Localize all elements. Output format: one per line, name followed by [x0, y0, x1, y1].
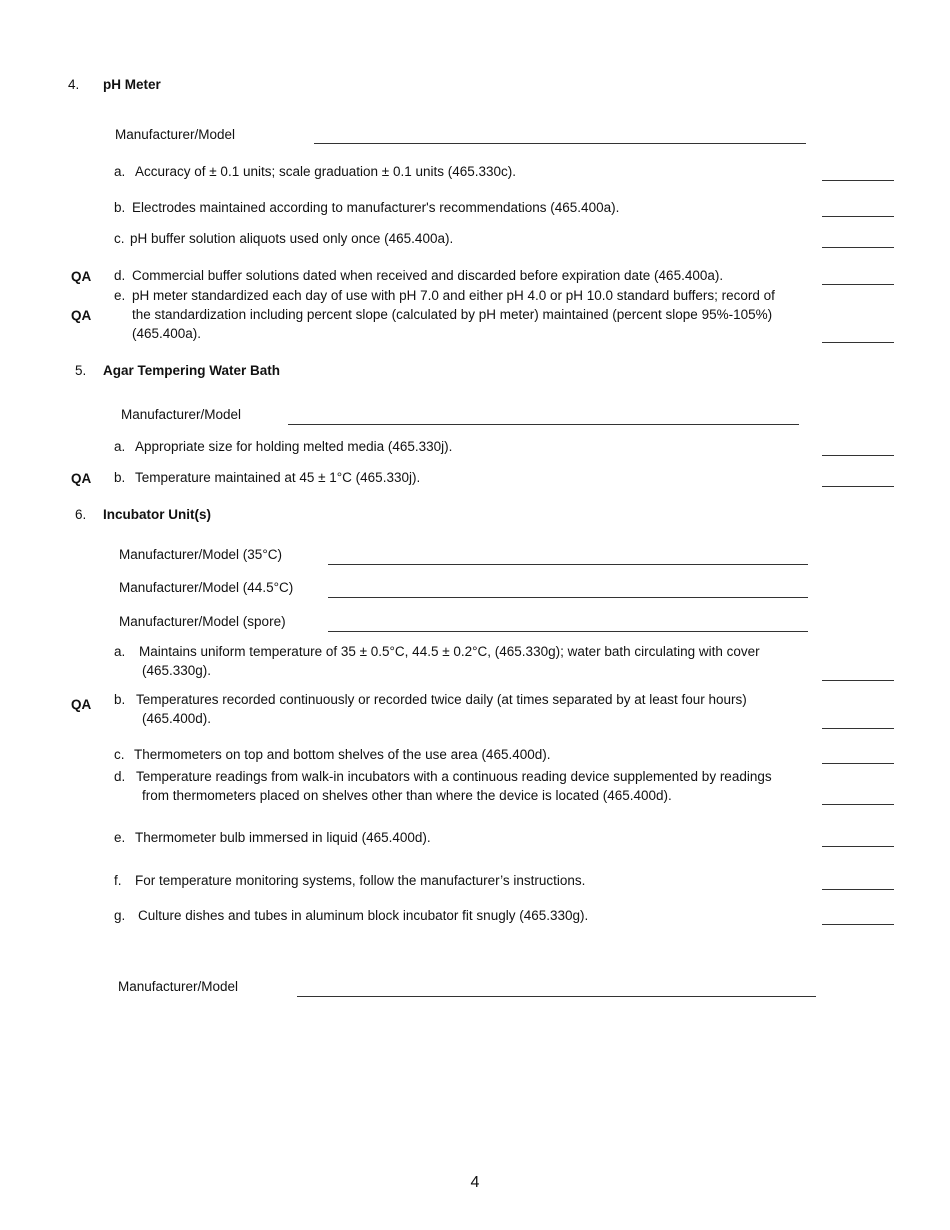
incubator-35c-manufacturer-field[interactable]: [328, 564, 808, 565]
item-6e-response-blank[interactable]: [822, 846, 894, 847]
water-bath-manufacturer-field[interactable]: [288, 424, 799, 425]
item-4b-letter: b.: [114, 200, 126, 215]
item-5b-response-blank[interactable]: [822, 486, 894, 487]
item-4a-text: Accuracy of ± 0.1 units; scale graduation ± 0.1 units (465.330c).: [135, 164, 517, 179]
item-6b-qa-marker: QA: [71, 697, 92, 712]
section-6-title: Incubator Unit(s): [103, 507, 211, 522]
item-4c-response-blank[interactable]: [822, 247, 894, 248]
ph-meter-manufacturer-label: Manufacturer/Model: [115, 127, 236, 142]
item-6b-letter: b.: [114, 692, 126, 707]
item-5b-text: Temperature maintained at 45 ± 1°C (465.330j).: [135, 470, 421, 485]
item-6b-response-blank[interactable]: [822, 728, 894, 729]
item-6c-response-blank[interactable]: [822, 763, 894, 764]
item-4e-letter: e.: [114, 288, 126, 303]
item-5a-letter: a.: [114, 439, 126, 454]
item-6a-letter: a.: [114, 644, 126, 659]
item-6d-text-line-2: from thermometers placed on shelves other than where the device is located (465.400d).: [142, 788, 672, 803]
bottom-manufacturer-field[interactable]: [297, 996, 816, 997]
section-5-number: 5.: [75, 363, 87, 378]
item-6e-letter: e.: [114, 830, 126, 845]
section-5-title: Agar Tempering Water Bath: [103, 363, 281, 378]
item-4b-text: Electrodes maintained according to manufacturer's recommendations (465.400a).: [132, 200, 620, 215]
ph-meter-manufacturer-field[interactable]: [314, 143, 806, 144]
item-6d-response-blank[interactable]: [822, 804, 894, 805]
incubator-spore-manufacturer-field[interactable]: [328, 631, 808, 632]
item-6e-text: Thermometer bulb immersed in liquid (465.400d).: [135, 830, 431, 845]
item-6g-letter: g.: [114, 908, 126, 923]
item-4d-response-blank[interactable]: [822, 284, 894, 285]
incubator-445c-manufacturer-field[interactable]: [328, 597, 808, 598]
item-4c-text: pH buffer solution aliquots used only once (465.400a).: [130, 231, 454, 246]
item-6d-letter: d.: [114, 769, 126, 784]
item-4a-letter: a.: [114, 164, 126, 179]
item-6f-response-blank[interactable]: [822, 889, 894, 890]
item-6d-text-line-1: Temperature readings from walk-in incubators with a continuous reading device supplemented by readings: [136, 769, 772, 784]
water-bath-manufacturer-label: Manufacturer/Model: [121, 407, 242, 422]
item-6g-response-blank[interactable]: [822, 924, 894, 925]
item-4e-text-line-3: (465.400a).: [132, 326, 202, 341]
item-6c-text: Thermometers on top and bottom shelves of the use area (465.400d).: [134, 747, 551, 762]
page-number: 4: [470, 1174, 480, 1191]
incubator-445c-manufacturer-label: Manufacturer/Model (44.5°C): [119, 580, 294, 595]
item-6a-text-line-2: (465.330g).: [142, 663, 212, 678]
bottom-manufacturer-label: Manufacturer/Model: [118, 979, 239, 994]
item-4e-response-blank[interactable]: [822, 342, 894, 343]
section-4-title: pH Meter: [103, 77, 161, 92]
item-6g-text: Culture dishes and tubes in aluminum block incubator fit snugly (465.330g).: [138, 908, 589, 923]
section-6-number: 6.: [75, 507, 87, 522]
incubator-spore-manufacturer-label: Manufacturer/Model (spore): [119, 614, 286, 629]
item-6b-text-line-2: (465.400d).: [142, 711, 212, 726]
item-4c-letter: c.: [114, 231, 125, 246]
item-4e-text-line-2: the standardization including percent slope (calculated by pH meter) maintained (percent slope 95%-105%): [132, 307, 773, 322]
section-4-number: 4.: [68, 77, 80, 92]
item-6c-letter: c.: [114, 747, 125, 762]
item-4d-text: Commercial buffer solutions dated when received and discarded before expiration date (465.400a).: [132, 268, 724, 283]
item-4e-text-line-1: pH meter standardized each day of use with pH 7.0 and either pH 4.0 or pH 10.0 standard buffers; record of: [132, 288, 775, 303]
item-6f-text: For temperature monitoring systems, follow the manufacturer’s instructions.: [135, 873, 586, 888]
item-6a-response-blank[interactable]: [822, 680, 894, 681]
item-5a-response-blank[interactable]: [822, 455, 894, 456]
item-4a-response-blank[interactable]: [822, 180, 894, 181]
item-6f-letter: f.: [114, 873, 122, 888]
item-4d-qa-marker: QA: [71, 269, 92, 284]
item-4d-letter: d.: [114, 268, 126, 283]
incubator-35c-manufacturer-label: Manufacturer/Model (35°C): [119, 547, 282, 562]
item-4e-qa-marker: QA: [71, 308, 92, 323]
item-4b-response-blank[interactable]: [822, 216, 894, 217]
item-5a-text: Appropriate size for holding melted media (465.330j).: [135, 439, 453, 454]
item-6a-text-line-1: Maintains uniform temperature of 35 ± 0.5°C, 44.5 ± 0.2°C, (465.330g); water bath circulating with cover: [139, 644, 760, 659]
item-5b-letter: b.: [114, 470, 126, 485]
item-6b-text-line-1: Temperatures recorded continuously or recorded twice daily (at times separated by at least four hours): [136, 692, 747, 707]
item-5b-qa-marker: QA: [71, 471, 92, 486]
